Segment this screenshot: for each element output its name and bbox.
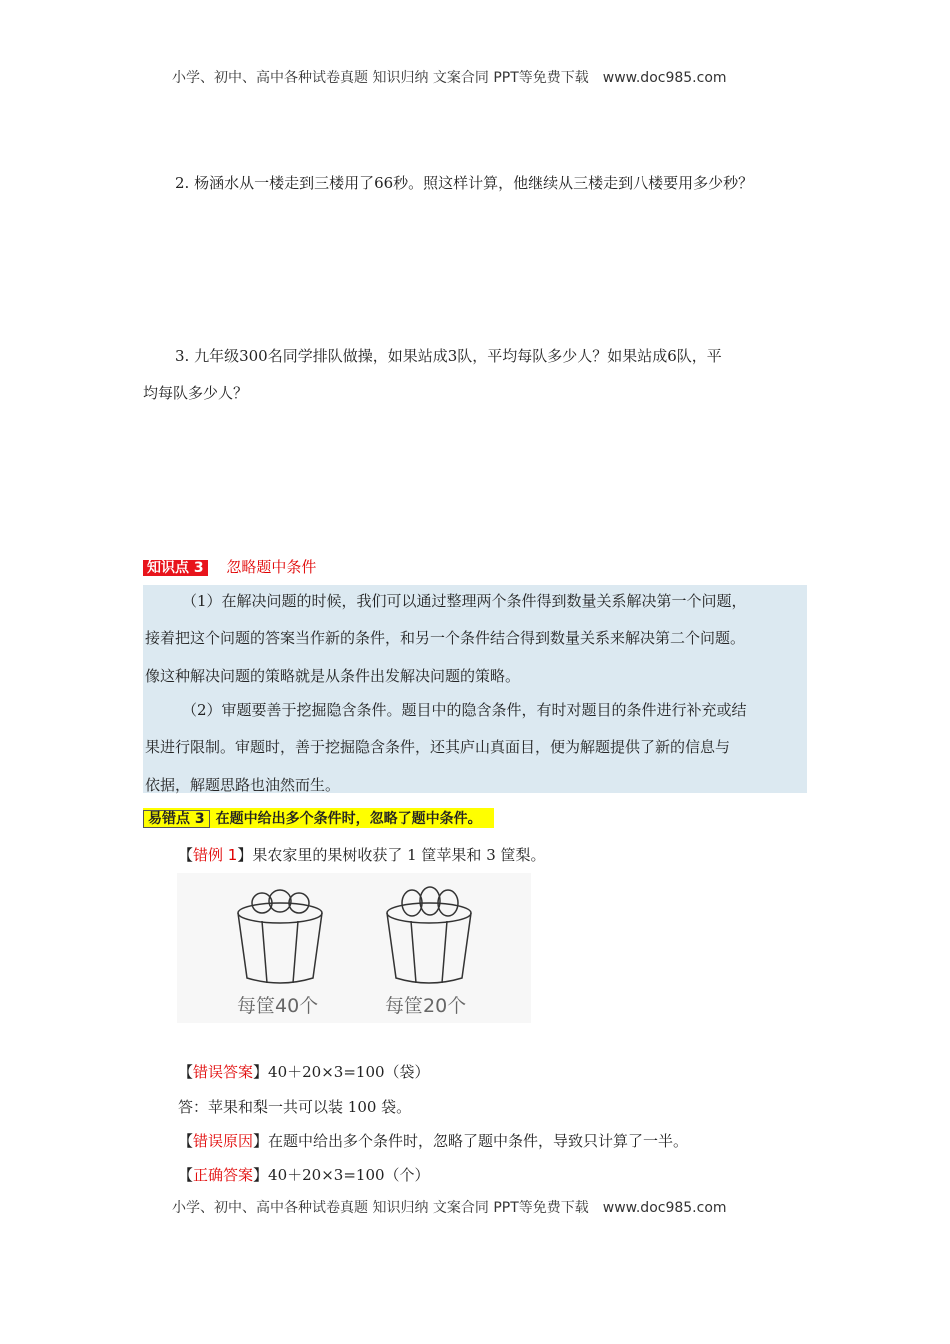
page-header: 小学、初中、高中各种试卷真题 知识归纳 文案合同 PPT等免费下载 www.doc985.com: [172, 70, 727, 86]
knowledge-point-heading: [143, 556, 316, 577]
example-text: 果农家里的果树收获了 1 筐苹果和 3 筐梨。: [252, 846, 546, 864]
error-point-title: 在题中给出多个条件时，忽略了题中条件。: [215, 811, 482, 827]
kp-line: 像这种解决问题的策略就是从条件出发解决问题的策略。: [145, 667, 521, 685]
correct-answer-label: 正确答案: [193, 1166, 254, 1184]
reason-text: 在题中给出多个条件时，忽略了题中条件，导致只计算了一半。: [268, 1132, 689, 1150]
kp-line: 依据，解题思路也油然而生。: [145, 776, 341, 794]
kp-line: （1）在解决问题的时候，我们可以通过整理两个条件得到数量关系解决第一个问题，: [182, 592, 747, 610]
reason-label: 错误原因: [193, 1132, 254, 1150]
caption-apples: 每筐40个: [237, 995, 319, 1017]
caption-pears: 每筐20个: [385, 995, 467, 1017]
kp-line: （2）审题要善于挖掘隐含条件。题目中的隐含条件，有时对题目的条件进行补充或结: [182, 701, 747, 719]
knowledge-point-title: 忽略题中条件: [226, 558, 317, 576]
example-line: 【错例 1】果农家里的果树收获了 1 筐苹果和 3 筐梨。: [178, 846, 546, 864]
correct-answer-text: 40＋20×3=100（个）: [268, 1166, 430, 1184]
baskets-figure: [177, 873, 531, 1023]
answer-line: 答：苹果和梨一共可以装 100 袋。: [178, 1098, 412, 1116]
question-3-line1: 3. 九年级300名同学排队做操，如果站成3队，平均每队多少人？如果站成6队，平: [175, 347, 722, 365]
knowledge-point-tag: 知识点 3: [143, 560, 208, 576]
wrong-answer-text: 40＋20×3=100（袋）: [268, 1063, 430, 1081]
kp-line: 果进行限制。审题时，善于挖掘隐含条件，还其庐山真面目，便为解题提供了新的信息与: [145, 738, 731, 756]
example-label: 错例 1: [193, 846, 238, 864]
page-footer: 小学、初中、高中各种试卷真题 知识归纳 文案合同 PPT等免费下载 www.doc985.com: [172, 1200, 727, 1216]
kp-line: 接着把这个问题的答案当作新的条件，和另一个条件结合得到数量关系来解决第二个问题。: [145, 629, 746, 647]
reason-line: 【错误原因】在题中给出多个条件时，忽略了题中条件，导致只计算了一半。: [178, 1132, 689, 1150]
error-point-heading: [143, 808, 494, 828]
question-3-line2: 均每队多少人？: [143, 384, 249, 402]
error-point-tag: 易错点 3: [143, 810, 210, 828]
correct-answer-line: 【正确答案】40＋20×3=100（个）: [178, 1166, 430, 1184]
question-2: 2. 杨涵水从一楼走到三楼用了66秒。照这样计算，他继续从三楼走到八楼要用多少秒？: [175, 174, 754, 192]
knowledge-box: [143, 585, 807, 793]
baskets-illustration: [177, 873, 531, 993]
wrong-answer-line: 【错误答案】40＋20×3=100（袋）: [178, 1063, 430, 1081]
wrong-answer-label: 错误答案: [193, 1063, 254, 1081]
